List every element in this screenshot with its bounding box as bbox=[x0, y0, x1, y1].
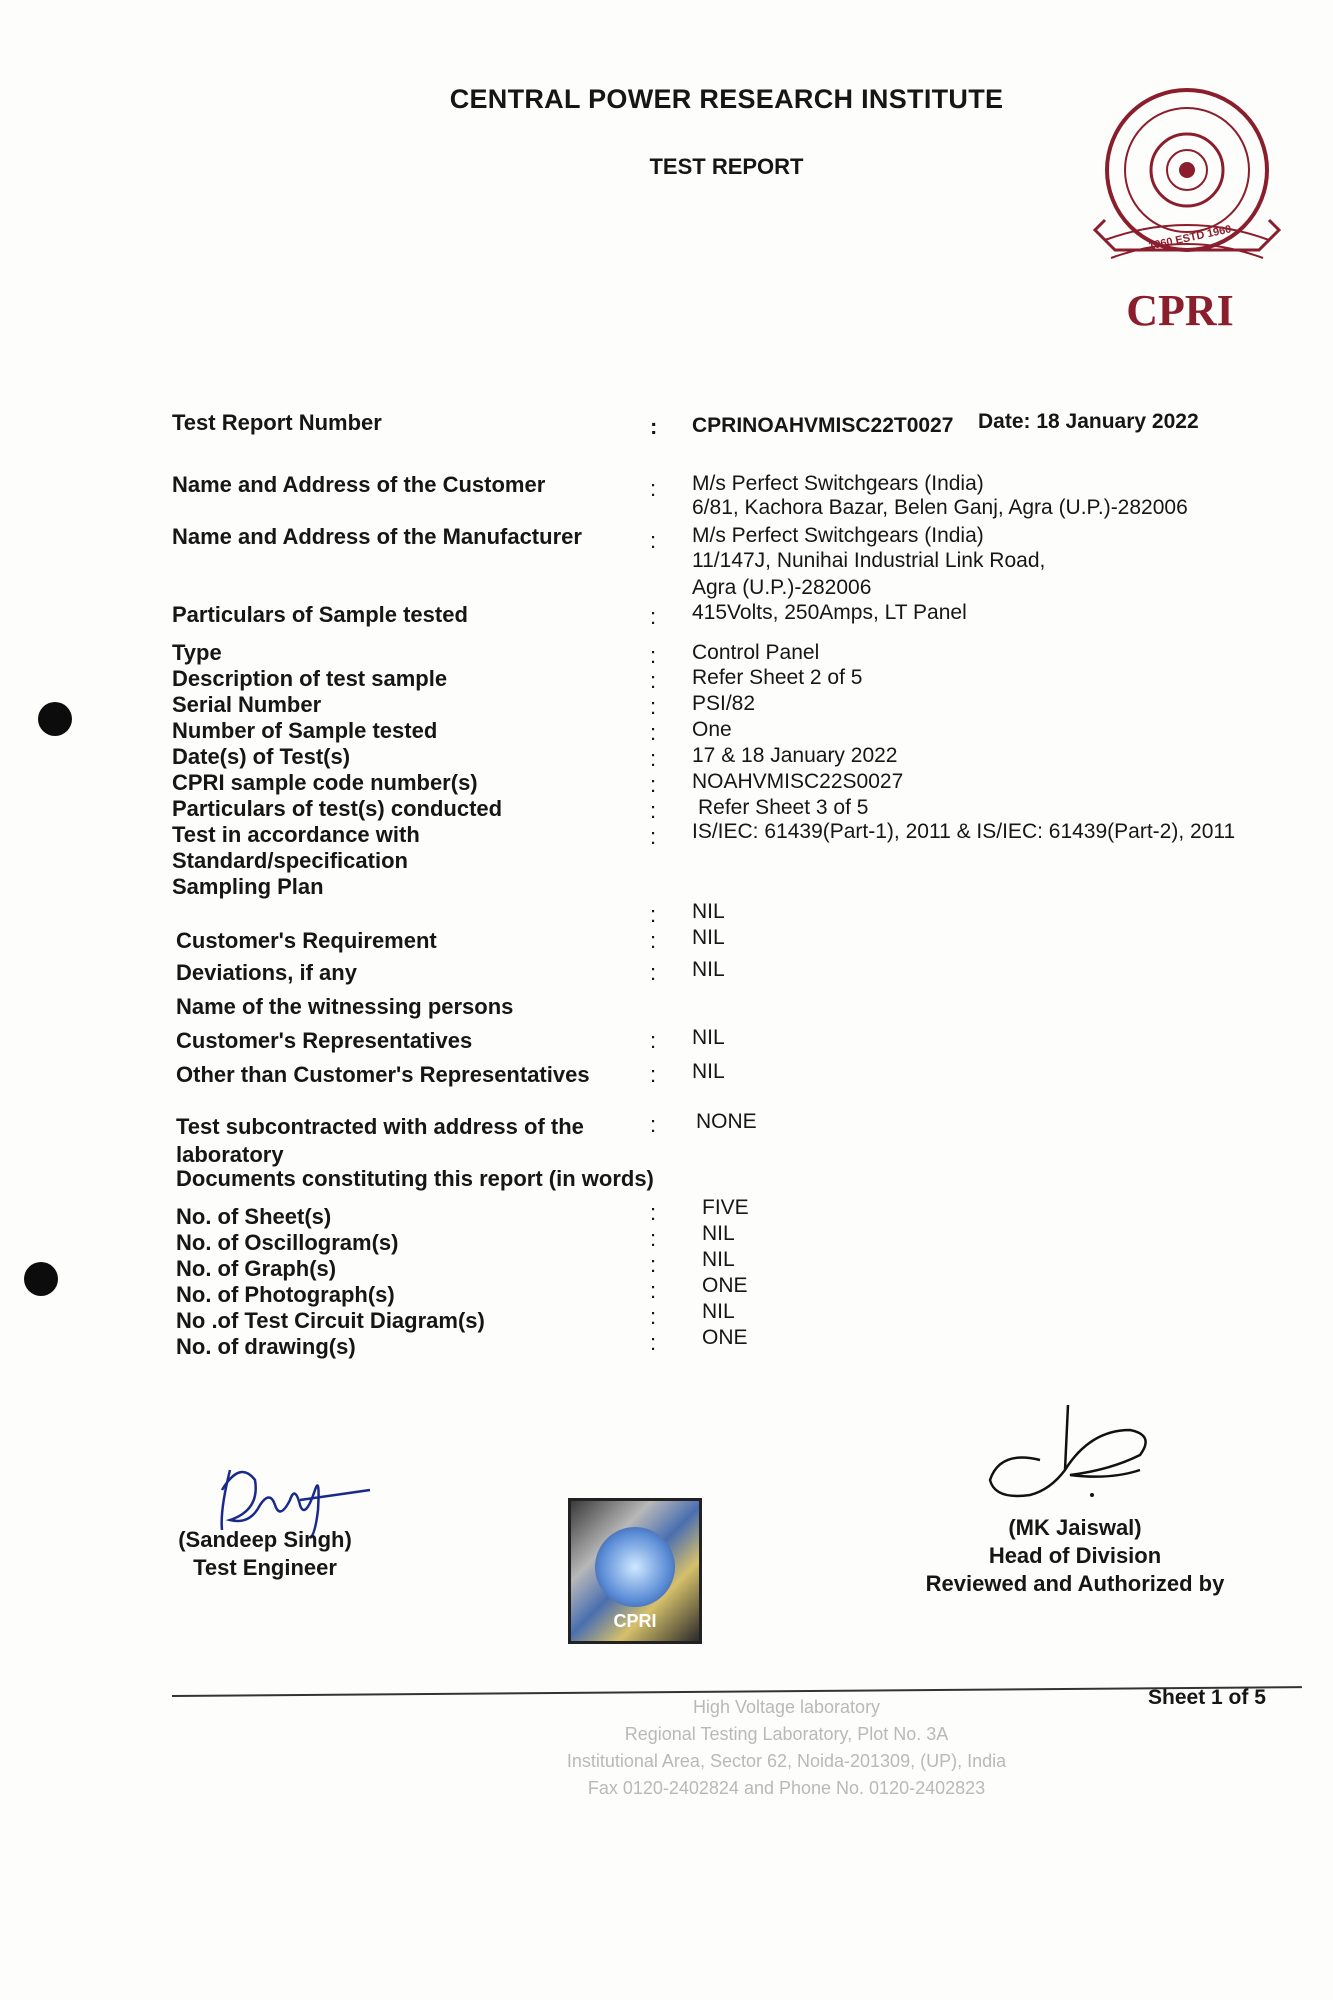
footer-line-2: Regional Testing Laboratory, Plot No. 3A bbox=[624, 1724, 949, 1744]
punch-hole bbox=[38, 702, 72, 736]
deviations-label: Deviations, if any bbox=[176, 960, 357, 985]
colon: : bbox=[650, 1252, 657, 1277]
witnessing-label: Name of the witnessing persons bbox=[176, 994, 514, 1019]
subcontracted-label-1: Test subcontracted with address of the bbox=[176, 1114, 584, 1139]
colon: : bbox=[650, 1330, 657, 1355]
photographs-value: ONE bbox=[702, 1274, 748, 1297]
cpri-logo bbox=[1075, 80, 1285, 350]
type-value: Control Panel bbox=[692, 641, 820, 664]
punch-hole bbox=[24, 1262, 58, 1296]
signatory-right-name: (MK Jaiswal) bbox=[1008, 1515, 1142, 1540]
description-value: Refer Sheet 2 of 5 bbox=[692, 666, 863, 689]
signatory-left-name: (Sandeep Singh) bbox=[178, 1527, 352, 1552]
other-reps-value: NIL bbox=[692, 1060, 725, 1083]
colon: : bbox=[650, 1200, 657, 1225]
serial-value: PSI/82 bbox=[692, 692, 756, 715]
customer-line1: M/s Perfect Switchgears (India) bbox=[692, 472, 984, 495]
footer-line-3: Institutional Area, Sector 62, Noida-201309, (UP), India bbox=[566, 1751, 1007, 1771]
tests-conducted-value: Refer Sheet 3 of 5 bbox=[698, 796, 869, 819]
colon: : bbox=[650, 1226, 657, 1251]
oscillograms-label: No. of Oscillogram(s) bbox=[176, 1230, 399, 1255]
description-label: Description of test sample bbox=[172, 666, 448, 691]
colon: : bbox=[650, 720, 657, 745]
manufacturer-line3: Agra (U.P.)-282006 bbox=[692, 576, 872, 599]
colon: : bbox=[650, 960, 657, 985]
sheet-number: Sheet 1 of 5 bbox=[1148, 1686, 1266, 1709]
colon: : bbox=[650, 928, 657, 953]
colon: : bbox=[650, 414, 658, 439]
signatory-right-title: Head of Division bbox=[988, 1543, 1162, 1568]
particulars-label: Particulars of Sample tested bbox=[172, 602, 468, 627]
test-dates-label: Date(s) of Test(s) bbox=[172, 744, 351, 769]
hologram-globe-icon bbox=[595, 1527, 675, 1607]
subcontracted-value: NONE bbox=[696, 1110, 757, 1133]
estd-text: 1960 ESTD 1960 bbox=[1147, 223, 1233, 253]
footer-address bbox=[120, 1694, 1333, 1802]
standard-value: IS/IEC: 61439(Part-1), 2011 & IS/IEC: 61439(Part-2), 2011 bbox=[692, 820, 1236, 843]
colon: : bbox=[650, 1304, 657, 1329]
deviations-value: NIL bbox=[692, 958, 725, 981]
colon: : bbox=[650, 528, 657, 553]
oscillograms-value: NIL bbox=[702, 1222, 735, 1245]
signatory-right bbox=[920, 1514, 1230, 1598]
circuit-diagrams-value: NIL bbox=[702, 1300, 735, 1323]
colon: : bbox=[650, 694, 657, 719]
cpri-logo-text: CPRI bbox=[1126, 286, 1234, 335]
sampling-plan-value: NIL bbox=[692, 900, 725, 923]
footer-line-1: High Voltage laboratory bbox=[692, 1697, 881, 1717]
num-samples-label: Number of Sample tested bbox=[172, 718, 438, 743]
report-number-label: Test Report Number bbox=[172, 410, 382, 435]
colon: : bbox=[650, 798, 657, 823]
signature-jaiswal bbox=[980, 1400, 1160, 1510]
colon: : bbox=[650, 746, 657, 771]
institute-title: CENTRAL POWER RESEARCH INSTITUTE bbox=[449, 84, 1004, 114]
colon: : bbox=[650, 668, 657, 693]
hologram-text: CPRI bbox=[613, 1611, 657, 1631]
colon: : bbox=[650, 1278, 657, 1303]
tests-conducted-label: Particulars of test(s) conducted bbox=[172, 796, 503, 821]
footer-line-4: Fax 0120-2402824 and Phone No. 0120-2402823 bbox=[587, 1778, 986, 1798]
standard-label-2: Standard/specification bbox=[172, 848, 408, 873]
other-reps-label: Other than Customer's Representatives bbox=[176, 1062, 590, 1087]
colon: : bbox=[650, 476, 657, 501]
cust-reps-label: Customer's Representatives bbox=[176, 1028, 473, 1053]
hologram-sticker bbox=[568, 1498, 702, 1644]
customer-req-label: Customer's Requirement bbox=[176, 928, 437, 953]
manufacturer-line1: M/s Perfect Switchgears (India) bbox=[692, 524, 984, 547]
sheets-label: No. of Sheet(s) bbox=[176, 1204, 332, 1229]
colon: : bbox=[650, 772, 657, 797]
sample-code-label: CPRI sample code number(s) bbox=[172, 770, 478, 795]
manufacturer-line2: 11/147J, Nunihai Industrial Link Road, bbox=[692, 549, 1046, 572]
drawings-label: No. of drawing(s) bbox=[176, 1334, 356, 1359]
signatory-right-note: Reviewed and Authorized by bbox=[925, 1571, 1225, 1596]
customer-req-value: NIL bbox=[692, 926, 725, 949]
graphs-value: NIL bbox=[702, 1248, 735, 1271]
customer-label: Name and Address of the Customer bbox=[172, 472, 546, 497]
colon: : bbox=[650, 1028, 657, 1053]
colon: : bbox=[650, 643, 657, 668]
standard-label-1: Test in accordance with bbox=[172, 822, 420, 847]
particulars-value: 415Volts, 250Amps, LT Panel bbox=[692, 601, 967, 624]
customer-line2: 6/81, Kachora Bazar, Belen Ganj, Agra (U.P.)-282006 bbox=[692, 496, 1188, 519]
colon: : bbox=[650, 604, 657, 629]
drawings-value: ONE bbox=[702, 1326, 748, 1349]
colon: : bbox=[650, 1062, 657, 1087]
circuit-diagrams-label: No .of Test Circuit Diagram(s) bbox=[176, 1308, 485, 1333]
colon: : bbox=[650, 902, 657, 927]
manufacturer-label: Name and Address of the Manufacturer bbox=[172, 524, 582, 549]
photographs-label: No. of Photograph(s) bbox=[176, 1282, 395, 1307]
report-number-value: CPRINOAHVMISC22T0027 bbox=[692, 414, 954, 437]
sheets-value: FIVE bbox=[702, 1196, 749, 1219]
sampling-plan-label: Sampling Plan bbox=[172, 874, 324, 899]
report-date: Date: 18 January 2022 bbox=[978, 410, 1199, 433]
num-samples-value: One bbox=[692, 718, 732, 741]
graphs-label: No. of Graph(s) bbox=[176, 1256, 337, 1281]
cust-reps-value: NIL bbox=[692, 1026, 725, 1049]
sample-code-value: NOAHVMISC22S0027 bbox=[692, 770, 904, 793]
test-dates-value: 17 & 18 January 2022 bbox=[692, 744, 898, 767]
colon: : bbox=[650, 824, 657, 849]
documents-label: Documents constituting this report (in words) bbox=[176, 1166, 654, 1191]
signatory-left bbox=[170, 1526, 360, 1582]
report-title: TEST REPORT bbox=[649, 154, 804, 179]
subcontracted-label-2: laboratory bbox=[176, 1142, 284, 1167]
colon: : bbox=[650, 1112, 657, 1137]
signatory-left-title: Test Engineer bbox=[193, 1555, 337, 1580]
serial-label: Serial Number bbox=[172, 692, 322, 717]
type-label: Type bbox=[172, 640, 222, 665]
